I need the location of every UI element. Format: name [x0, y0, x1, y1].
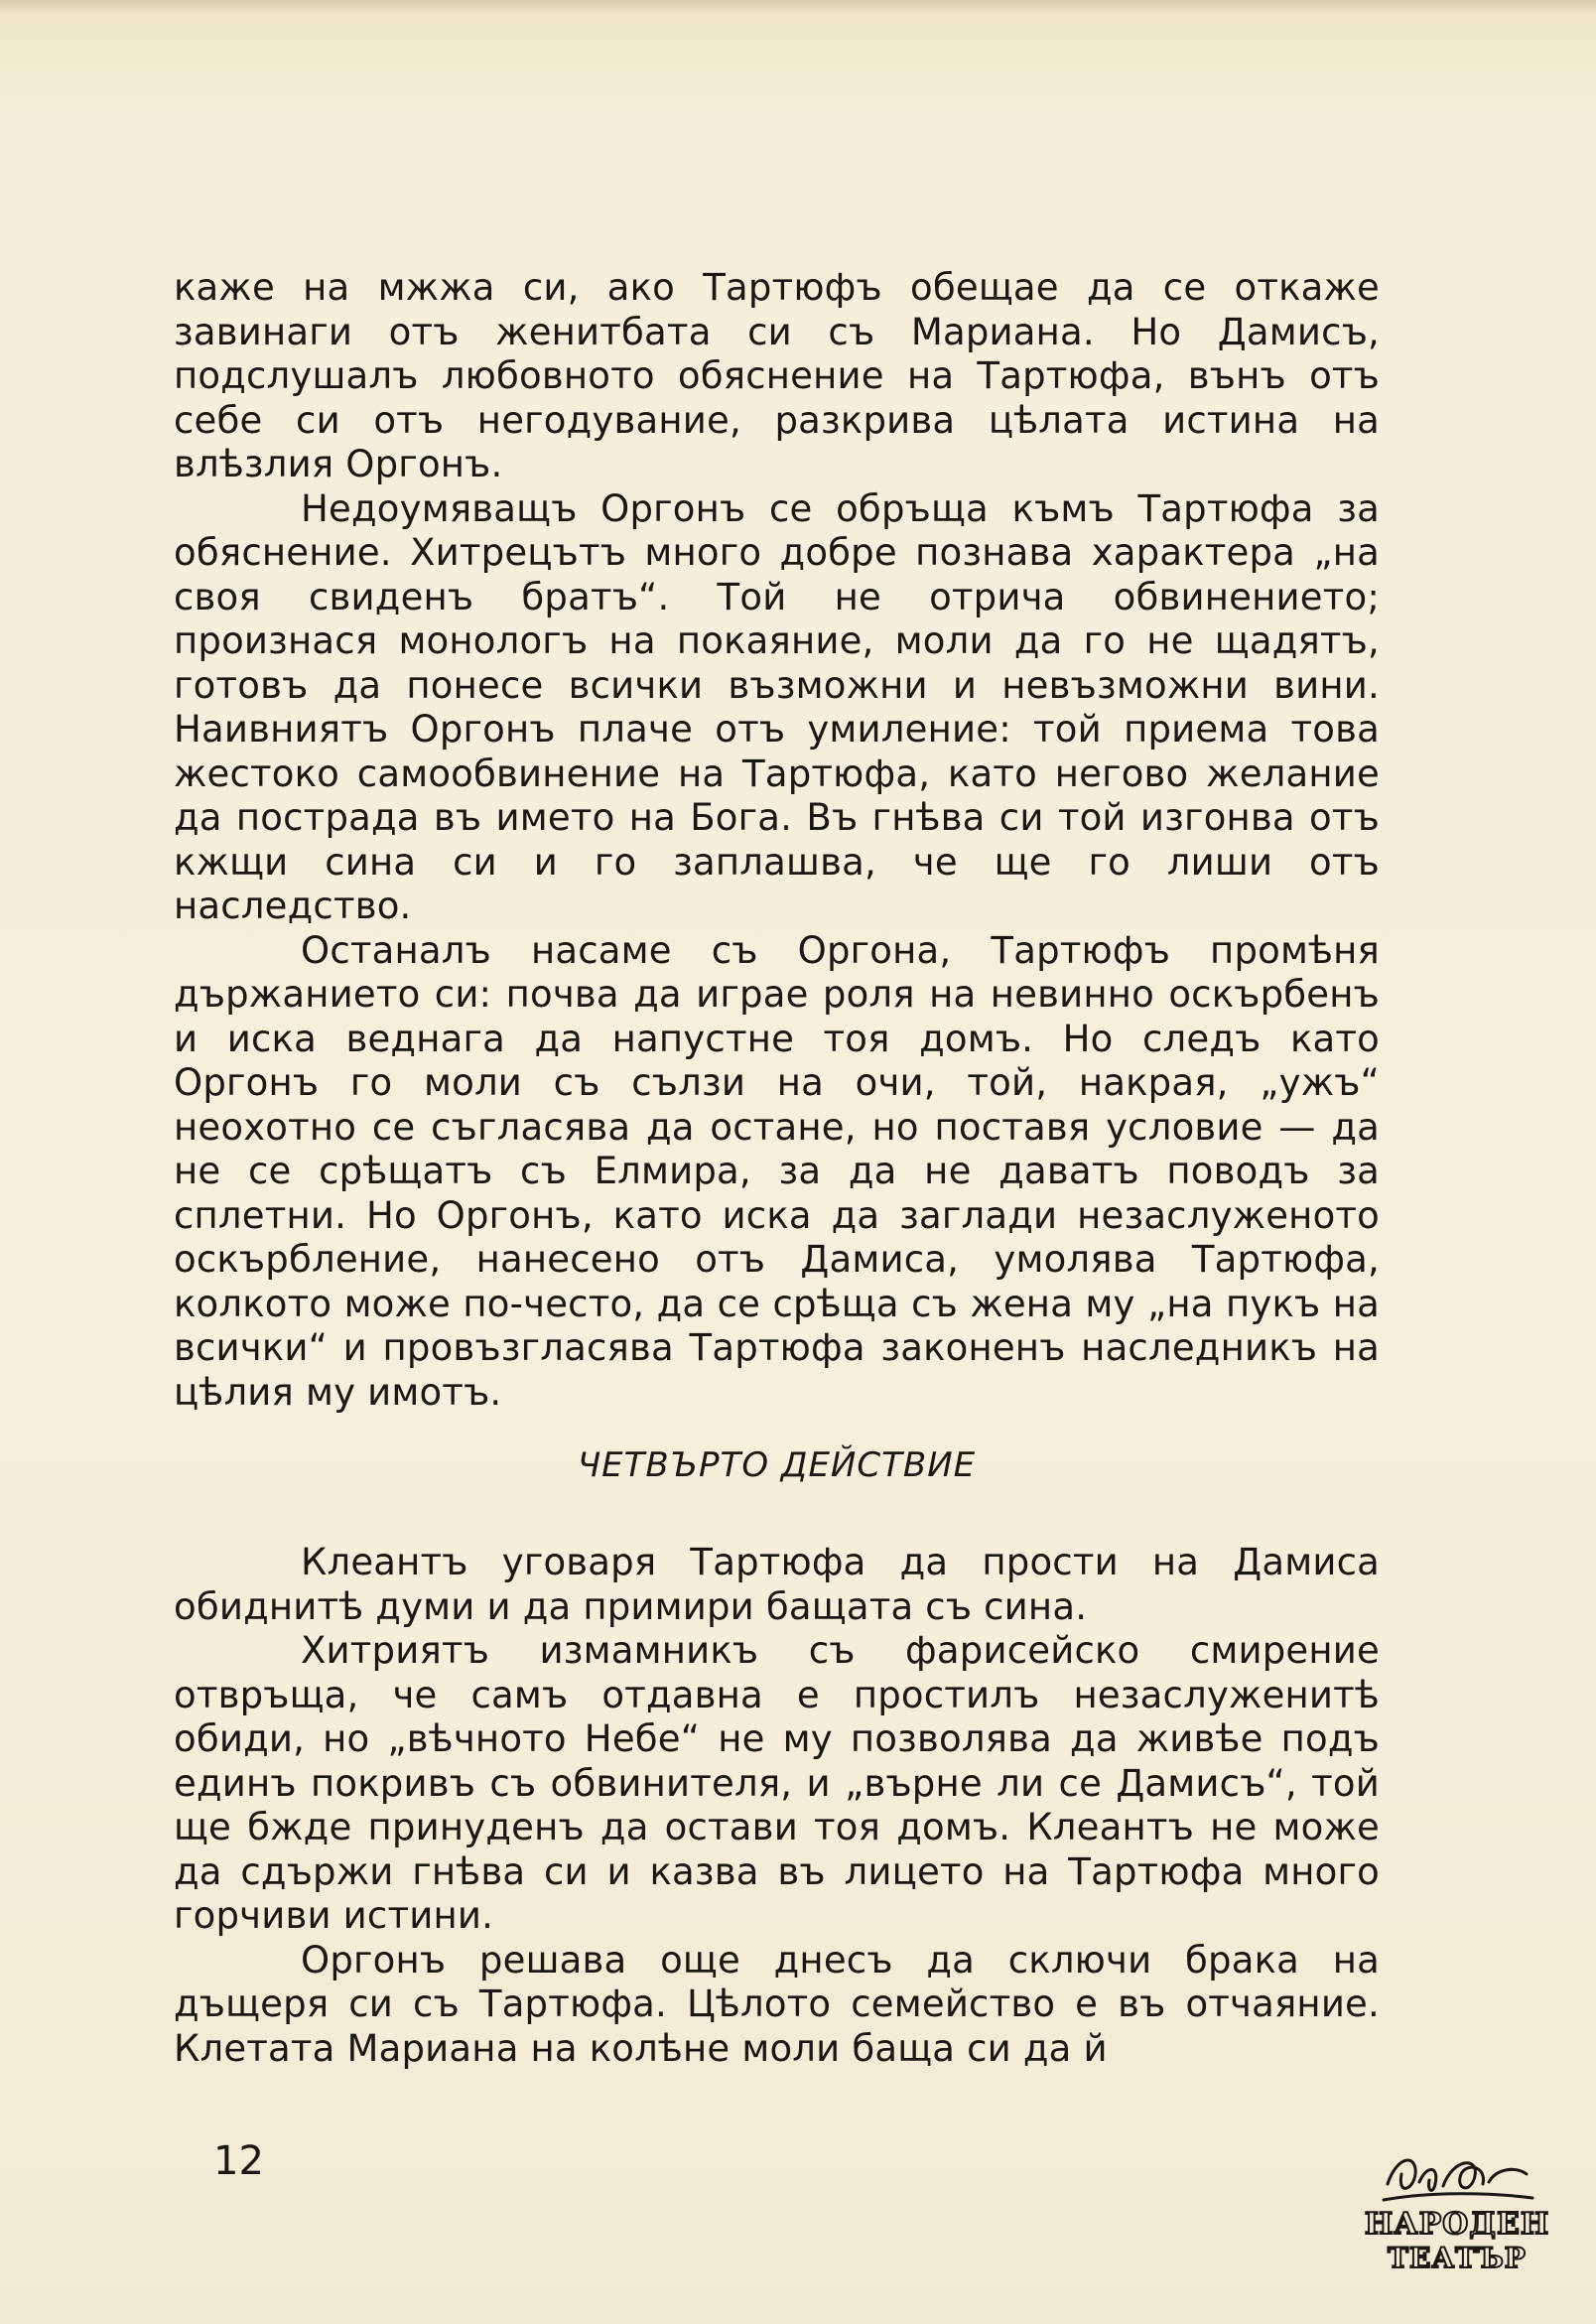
page-number: 12 [213, 2138, 264, 2184]
body-text [174, 266, 1380, 2071]
svg-text:НАРОДЕН: НАРОДЕН [1364, 2207, 1550, 2242]
paragraph: Останалъ насаме съ Оргона, Тартюфъ промѣня държанието си: почва да играе роля на невинно оскърбенъ и иска веднага да напустне тоя домъ. Но следъ като Оргонъ го моли съ сълзи на очи, той, накрая, „ужъ“ неохотно се съгласява да остане, но поставя условие — да не се срѣщатъ съ Елмира, за да не даватъ поводъ за сплетни. Но Оргонъ, като иска да заглади незаслуженото оскърбление, нанесено отъ Дамиса, умолява Тартюфа, колкото може по-често, да се срѣща съ жена му „на пукъ на всички“ и провъзгласява Тартюфа законенъ наследникъ на цѣлия му имотъ. [174, 928, 1380, 1414]
paragraph: Оргонъ решава още днесъ да сключи брака на дъщеря си съ Тартюфа. Цѣлото семейство е въ отчаяние. Клетата Мариана на колѣне моли баща си да й [174, 1938, 1380, 2070]
paragraph: Хитриятъ измамникъ съ фарисейско смирение отвръща, че самъ отдавна е простилъ незаслуженитѣ обиди, но „вѣчното Небе“ не му позволява да живѣе подъ единъ покривъ съ обвинителя, и „върне ли се Дамисъ“, той ще бжде принуденъ да остави тоя домъ. Клеантъ не може да сдържи гнѣва си и казва въ лицето на Тартюфа много горчиви истини. [174, 1629, 1380, 1937]
svg-text:ТЕАТЪР: ТЕАТЪР [1388, 2242, 1527, 2274]
act-heading: ЧЕТВЪРТО ДЕЙСТВИЕ [577, 1445, 977, 1485]
paragraph: Недоумяващъ Оргонъ се обръща къмъ Тартюфа за обяснение. Хитрецътъ много добре познава характера „на своя свиденъ братъ“. Той не отрича обвинението; произнася монологъ на покаяние, моли да го не щадятъ, готовъ да понесе всички възможни и невъзможни вини. Наивниятъ Оргонъ плаче отъ умиление: той приема това жестоко самообвинение на Тартюфа, като негово желание да пострада въ името на Бога. Въ гнѣва си той изгонва отъ кжщи сина си и го заплашва, че ще го лиши отъ наследство. [174, 486, 1380, 927]
national-theatre-logo [1358, 2144, 1556, 2279]
paragraph-continuation: каже на мжжа си, ако Тартюфъ обещае да се откаже завинаги отъ женитбата си съ Мариана. Но Дамисъ, подслушалъ любовното обяснение на Тартюфа, вънъ отъ себе си отъ негодувание, разкрива цѣлата истина на влѣзлия Оргонъ. [174, 266, 1380, 485]
paragraph: Клеантъ уговаря Тартюфа да прости на Дамиса обиднитѣ думи и да примири бащата съ сина. [174, 1541, 1380, 1628]
